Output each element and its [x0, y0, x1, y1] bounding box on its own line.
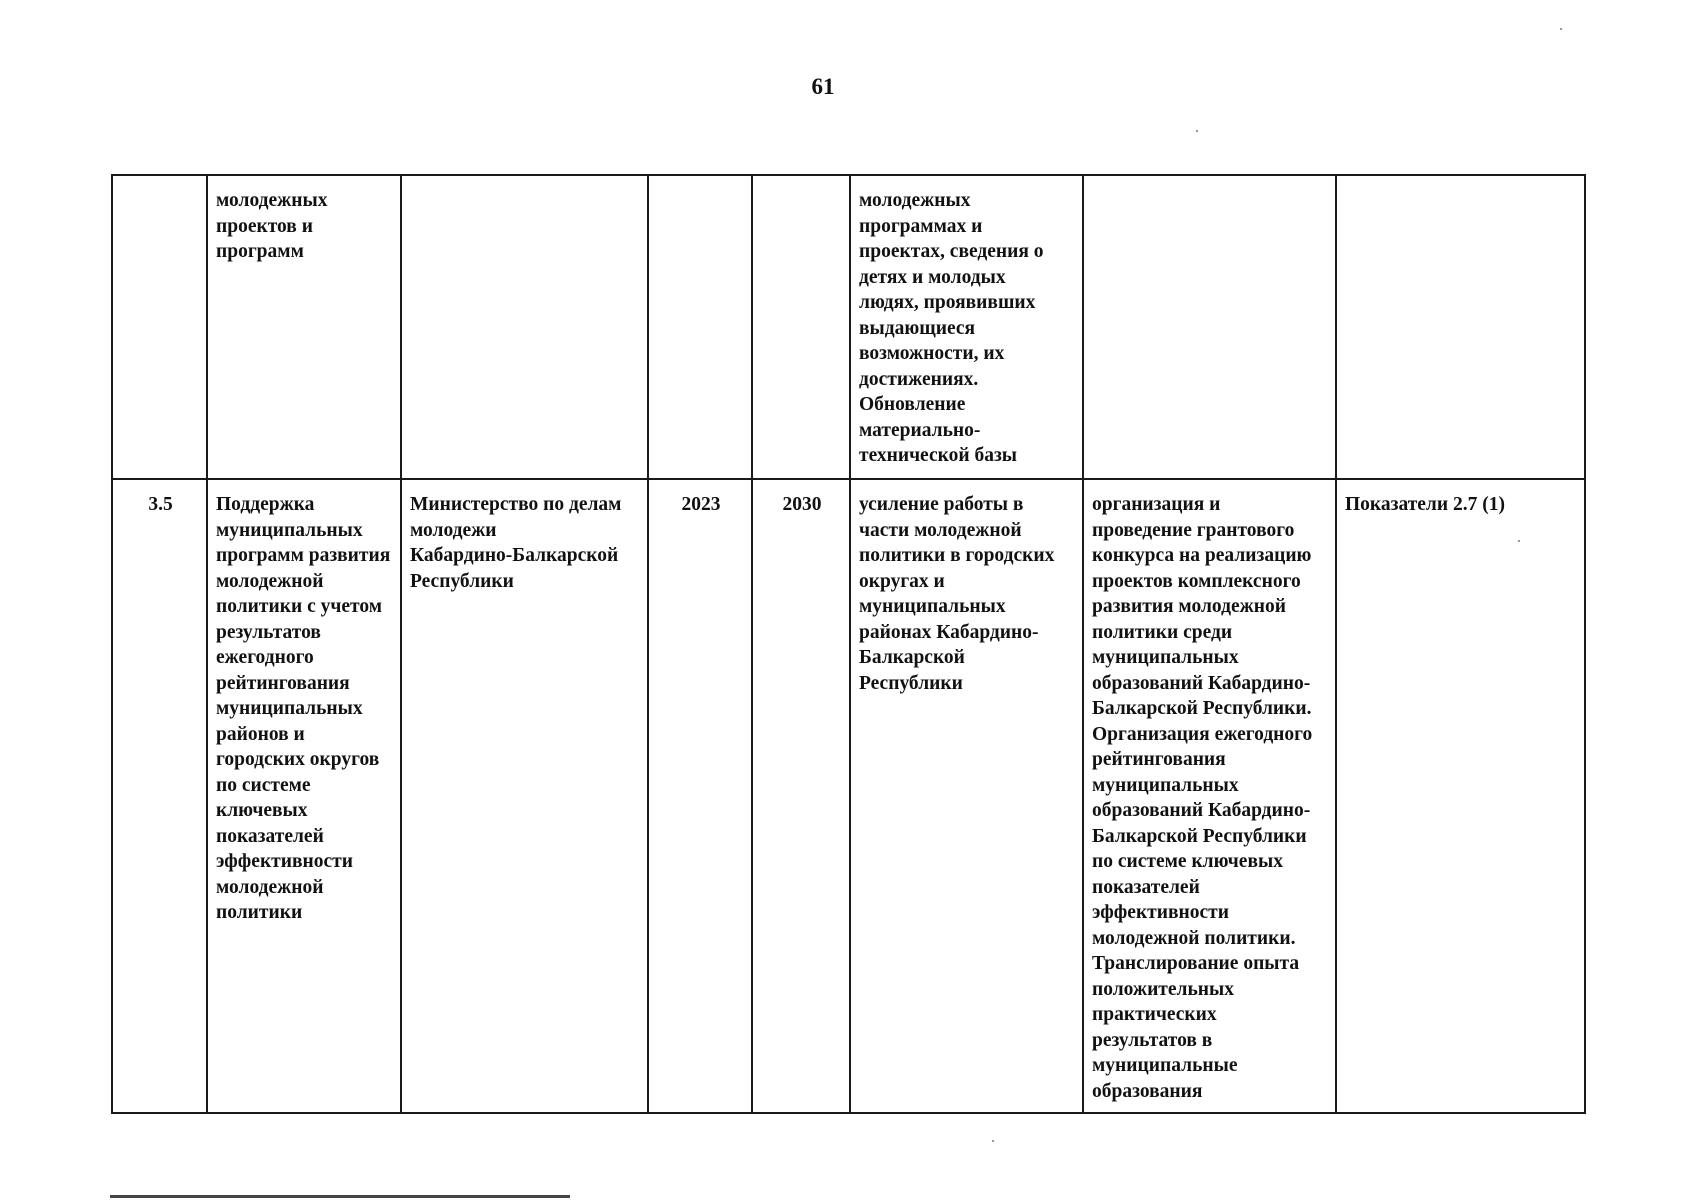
end-year-cell — [752, 175, 850, 479]
end-year-cell — [752, 479, 850, 1113]
program-table — [111, 174, 1586, 1114]
result-text: усиление работы в части молодежной политики в городских округах и муниципальных районах Кабардино- Балкарской Республики — [859, 494, 1055, 694]
table-row — [112, 175, 1585, 479]
table-row — [112, 479, 1585, 1113]
scan-speck — [1560, 28, 1562, 30]
row-number-cell — [112, 175, 207, 479]
indicators-cell — [1336, 175, 1585, 479]
row-number: 3.5 — [148, 494, 173, 515]
scan-speck — [1518, 540, 1520, 542]
executor-cell — [401, 479, 648, 1113]
scan-speck — [992, 1140, 994, 1142]
directions-cell — [1083, 479, 1336, 1113]
executor-cell — [401, 175, 648, 479]
directions-text: организация и проведение грантового конкурса на реализацию проектов комплексного развития молодежной политики среди муниципальных образований Кабардино- Балкарской Республики. Организация ежегодного рейтингования муниципальных образований Кабардино- Балкарской Республики по системе ключевых показателей эффективности молодежной политики. Транслирование опыта положительных практических результатов в муниципальные образования — [1092, 494, 1313, 1102]
start-year-cell — [648, 479, 752, 1113]
start-year: 2023 — [681, 494, 721, 515]
event-cell — [207, 479, 401, 1113]
scan-artifact-line — [110, 1195, 570, 1198]
executor-text: Министерство по делам молодежи Кабардино-Балкарской Республики — [410, 494, 622, 592]
event-text: молодежных проектов и программ — [216, 190, 328, 262]
end-year: 2030 — [782, 494, 822, 515]
event-cell — [207, 175, 401, 479]
directions-cell — [1083, 175, 1336, 479]
result-text: молодежных программах и проектах, сведения о детях и молодых людях, проявивших выдающиеся возможности, их достижениях. Обновление материально- технической базы — [859, 190, 1044, 466]
row-number-cell — [112, 479, 207, 1113]
page-number: 61 — [811, 74, 835, 99]
result-cell — [850, 175, 1083, 479]
result-cell — [850, 479, 1083, 1113]
start-year-cell — [648, 175, 752, 479]
indicators-text: Показатели 2.7 (1) — [1345, 494, 1505, 515]
indicators-cell — [1336, 479, 1585, 1113]
event-text: Поддержка муниципальных программ развития молодежной политики с учетом результатов ежегодного рейтингования муниципальных районов и городских округов по системе ключевых показателей эффективности молодежной политики — [216, 494, 391, 923]
scan-speck — [1196, 130, 1198, 132]
